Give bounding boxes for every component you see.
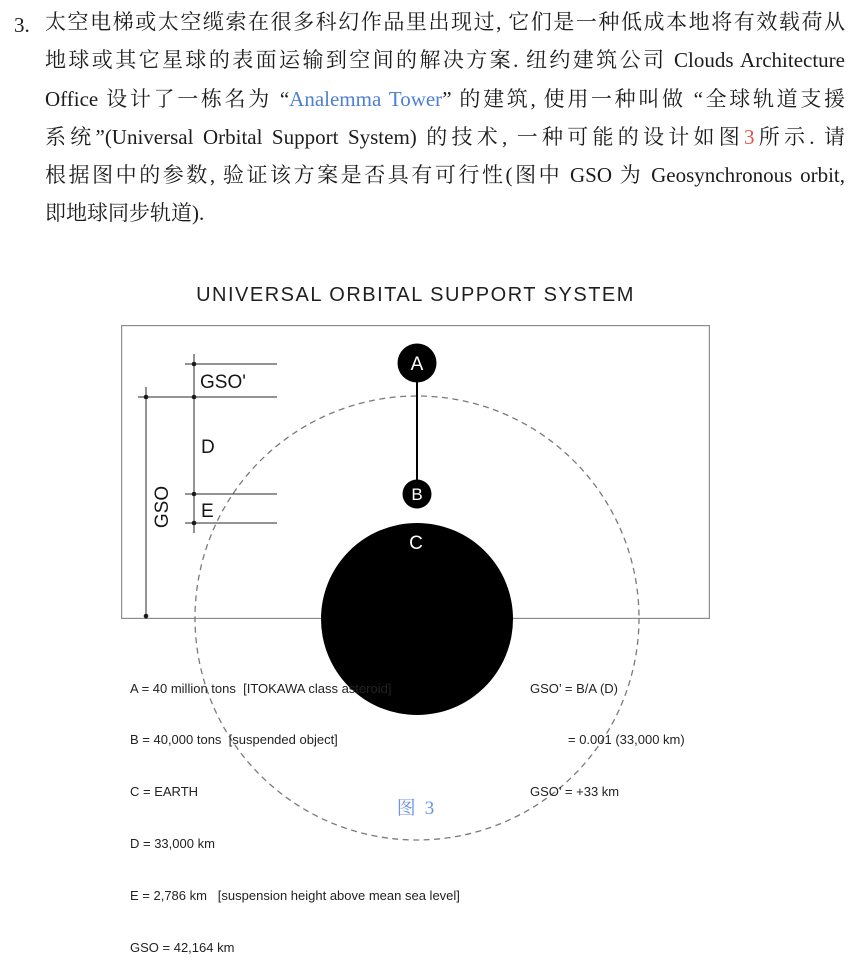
figure-caption-label: 图	[396, 798, 416, 819]
problem-line-3-post: ” 的建筑, 使用一种叫做 “全球轨道支援	[442, 86, 846, 111]
dim-dot	[192, 362, 197, 367]
problem-line-4-post: 所示. 请	[754, 124, 846, 149]
dim-dot	[192, 395, 197, 400]
figure-caption-number: 3	[424, 798, 435, 819]
dim-dot	[144, 614, 149, 619]
legend-item-e: E = 2,786 km [suspension height above mean sea level]	[130, 888, 460, 904]
problem-line-3	[45, 80, 845, 118]
problem-line-1: 太空电梯或太空缆索在很多科幻作品里出现过, 它们是一种低成本地将有效载荷从	[45, 10, 845, 34]
dim-dot	[192, 492, 197, 497]
problem-line-4-pre: 系统”(Universal Orbital Support System) 的技术, 一种可能的设计如图	[45, 124, 745, 149]
legend-item-a: A = 40 million tons [ITOKAWA class asteroid]	[130, 680, 392, 696]
problem-line-5: 根据图中的参数, 验证该方案是否具有可行性(图中 GSO 为 Geosynchronous orbit,	[45, 163, 845, 188]
orbital-diagram-svg	[121, 325, 710, 619]
figure-title: UNIVERSAL ORBITAL SUPPORT SYSTEM	[196, 284, 635, 306]
problem-number: 3.	[14, 13, 30, 37]
problem-line-6: 即地球同步轨道).	[45, 201, 205, 226]
legend-item-gso: GSO = 42,164 km	[130, 940, 235, 956]
legend-item-gso-prime-value: = 0.001 (33,000 km)	[568, 732, 685, 748]
figure-3-reference[interactable]: 3	[744, 124, 755, 149]
legend-item-c: C = EARTH	[130, 784, 199, 800]
problem-line-3-pre: Office 设计了一栋名为 “	[45, 86, 290, 111]
legend-item-gso-prime-formula: GSO’ = B/A (D)	[530, 680, 619, 696]
problem-paragraph	[0, 3, 846, 233]
dim-label-e: E	[201, 501, 214, 522]
earth-label: C	[409, 533, 423, 554]
problem-line-2: 地球或其它星球的表面运输到空间的解决方案. 纽约建筑公司 Clouds Architecture	[45, 48, 845, 73]
suspended-object-label: B	[411, 485, 423, 504]
asteroid-label: A	[410, 354, 424, 375]
dim-label-gso: GSO	[152, 485, 173, 529]
legend-item-b: B = 40,000 tons [suspended object]	[130, 732, 338, 748]
figure-caption	[121, 793, 710, 820]
legend-item-d: D = 33,000 km	[130, 836, 215, 852]
legend-item-gso-prime-result: GSO’ = +33 km	[530, 784, 620, 800]
dim-label-d: D	[201, 437, 215, 458]
problem-line-4	[45, 118, 845, 156]
orbital-diagram	[121, 325, 710, 619]
analemma-tower-link[interactable]: Analemma Tower	[289, 86, 443, 111]
dim-dot	[192, 521, 197, 526]
dim-label-gso-prime: GSO'	[200, 372, 246, 393]
dim-dot	[144, 395, 149, 400]
